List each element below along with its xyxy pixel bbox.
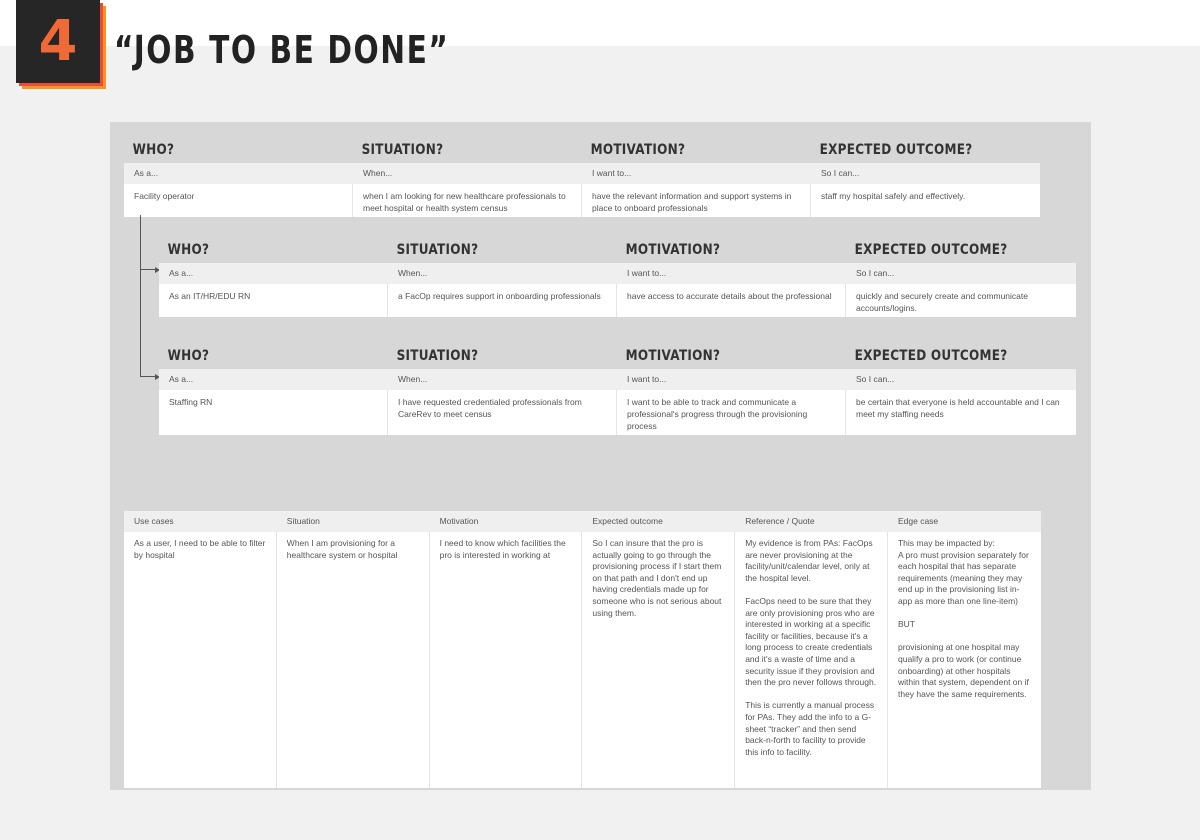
column-header-edge-case: Edge case bbox=[897, 516, 939, 526]
situation-heading: SITUATION? bbox=[396, 348, 479, 364]
situation-value: when I am looking for new healthcare professionals to meet hospital or health system census bbox=[353, 184, 582, 217]
column-header-motivation: Motivation bbox=[439, 516, 479, 526]
edge-case-cell: This may be impacted by: A pro must provision separately for each hospital that has separate requirements (meaning they may end up in the provisioning list in-app as more than one line-item) BUT provisioning at one hospital may qualify a pro to work (or continue onboarding) at other hospitals within that system, dependent on if they have the same requirements. bbox=[897, 538, 1029, 699]
situation-cell: When I am provisioning for a healthcare system or hospital bbox=[277, 532, 430, 788]
column-header-use-cases: Use cases bbox=[134, 516, 174, 526]
expected-outcome-heading: EXPECTED OUTCOME? bbox=[819, 142, 973, 158]
motivation-heading: MOTIVATION? bbox=[625, 348, 721, 364]
motivation-prompt: I want to... bbox=[627, 374, 667, 384]
who-value: As an IT/HR/EDU RN bbox=[159, 284, 388, 317]
table-row bbox=[124, 532, 1041, 788]
who-heading: WHO? bbox=[132, 142, 175, 158]
who-prompt: As a... bbox=[134, 168, 159, 178]
who-value: Staffing RN bbox=[159, 390, 388, 435]
page-title: “JOB TO BE DONE” bbox=[114, 28, 450, 72]
who-value: Facility operator bbox=[124, 184, 353, 217]
who-prompt: As a... bbox=[169, 268, 194, 278]
situation-prompt: When... bbox=[363, 168, 393, 178]
situation-heading: SITUATION? bbox=[396, 242, 479, 258]
situation-prompt: When... bbox=[398, 374, 428, 384]
motivation-cell: I need to know which facilities the pro is interested in working at bbox=[430, 532, 583, 788]
motivation-prompt: I want to... bbox=[627, 268, 667, 278]
use-case-cell: As a user, I need to be able to filter by hospital bbox=[124, 532, 277, 788]
motivation-value: I want to be able to track and communicate a professional's progress through the provisioning process bbox=[617, 390, 846, 435]
jtbd-card-2 bbox=[159, 237, 1076, 317]
expected-outcome-value: quickly and securely create and communicate accounts/logins. bbox=[856, 291, 1028, 313]
column-header-situation: Situation bbox=[286, 516, 320, 526]
reference-quote-cell: My evidence is from PAs: FacOps are never provisioning at the facility/unit/calendar level, only at the hospital level. FacOps need to be sure that they are only provisioning pros who are interested in working at a specific facility or facilities, because it's a long process to create credentials and it's a waste of time and a security issue if they provision and then the pro never follows through. This is currently a manual process for PAs. They add the info to a G-sheet “tracker” and then send back-n-forth to facility to provide this info to facility. bbox=[735, 532, 888, 788]
expected-outcome-prompt: So I can... bbox=[856, 374, 895, 384]
tree-connector-branch-2 bbox=[140, 376, 156, 377]
situation-prompt: When... bbox=[398, 268, 428, 278]
motivation-heading: MOTIVATION? bbox=[590, 142, 686, 158]
who-heading: WHO? bbox=[167, 348, 210, 364]
situation-value: a FacOp requires support in onboarding professionals bbox=[388, 284, 617, 317]
column-header-reference-quote: Reference / Quote bbox=[745, 516, 815, 526]
tree-connector-line bbox=[140, 215, 141, 377]
motivation-prompt: I want to... bbox=[592, 168, 632, 178]
jtbd-card-3 bbox=[159, 343, 1076, 435]
tree-connector-branch-1 bbox=[140, 269, 156, 270]
expected-outcome-heading: EXPECTED OUTCOME? bbox=[854, 242, 1008, 258]
motivation-value: have the relevant information and support systems in place to onboard professionals bbox=[582, 184, 811, 217]
column-header-expected-outcome: Expected outcome bbox=[592, 516, 663, 526]
situation-value: I have requested credentialed professionals from CareRev to meet census bbox=[388, 390, 617, 435]
expected-outcome-prompt: So I can... bbox=[856, 268, 895, 278]
expected-outcome-heading: EXPECTED OUTCOME? bbox=[854, 348, 1008, 364]
expected-outcome-cell: So I can insure that the pro is actually going to go through the provisioning process if I start them on that path and I don't end up having credentials made up for someone who is not serious about using them. bbox=[582, 532, 735, 788]
who-prompt: As a... bbox=[169, 374, 194, 384]
expected-outcome-value: staff my hospital safely and effectively. bbox=[821, 191, 966, 201]
who-heading: WHO? bbox=[167, 242, 210, 258]
use-case-table bbox=[124, 511, 1041, 788]
step-number-badge: 4 bbox=[16, 0, 100, 83]
jtbd-card-1 bbox=[124, 137, 1040, 217]
motivation-heading: MOTIVATION? bbox=[625, 242, 721, 258]
situation-heading: SITUATION? bbox=[361, 142, 444, 158]
expected-outcome-value: be certain that everyone is held accountable and I can meet my staffing needs bbox=[856, 397, 1060, 419]
motivation-value: have access to accurate details about the professional bbox=[617, 284, 846, 317]
expected-outcome-prompt: So I can... bbox=[821, 168, 860, 178]
